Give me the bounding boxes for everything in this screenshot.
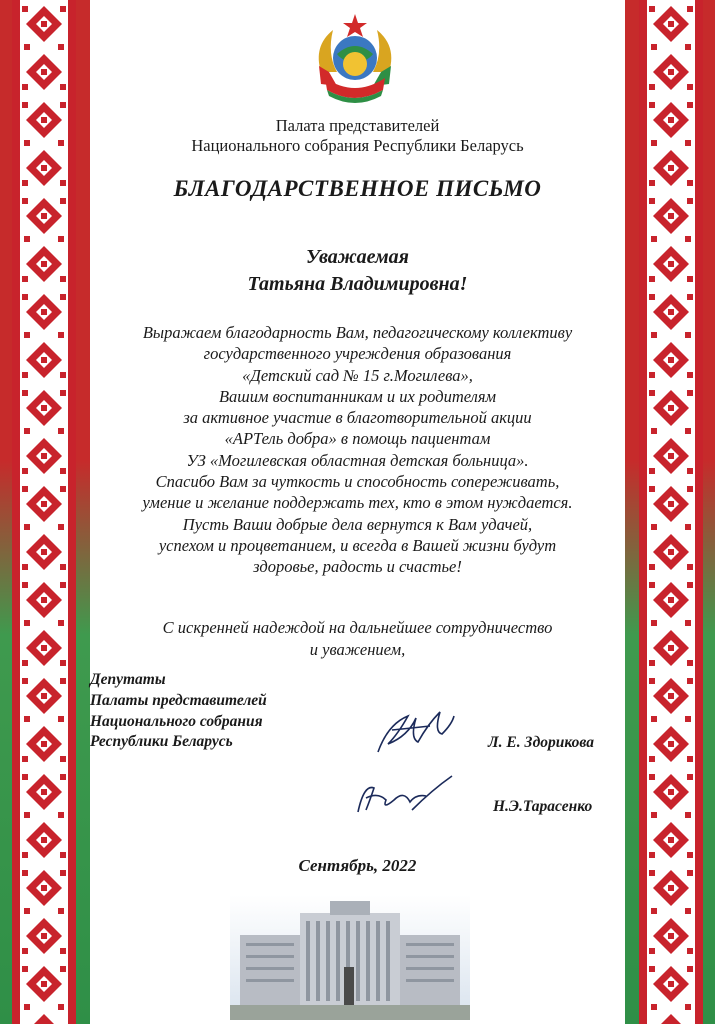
- greeting-line-2: Татьяна Владимировна!: [247, 273, 468, 295]
- closing-line-1: С искренней надеждой на дальнейшее сотрудничество: [162, 618, 553, 637]
- national-emblem-icon: [307, 12, 403, 104]
- body-paragraph: [90, 322, 625, 578]
- organization-line-1: Палата представителей: [275, 116, 440, 135]
- signatory-line: Республики Беларусь: [90, 733, 233, 751]
- signature-icon: [368, 694, 458, 764]
- right-ornament-stripe: [639, 0, 703, 1024]
- signatory-block: [90, 670, 267, 753]
- body-line: Выражаем благодарность Вам, педагогическому коллективу: [142, 323, 573, 342]
- signatory-line: Депутаты: [90, 671, 166, 688]
- body-line: Спасибо Вам за чуткость и способность сопереживать,: [155, 472, 560, 492]
- body-line: УЗ «Могилевская областная детская больница».: [186, 450, 529, 470]
- closing-line-2: и уважением,: [309, 640, 406, 659]
- signer-name-1: Л. Е. Здорикова: [488, 734, 594, 751]
- body-line: здоровье, радость и счастье!: [253, 557, 462, 577]
- body-line: «Детский сад № 15 г.Могилева»,: [242, 365, 473, 385]
- body-line: Вашим воспитанникам и их родителям: [218, 386, 497, 406]
- body-line: государственного учреждения образования: [203, 344, 512, 364]
- letter-date: Сентябрь, 2022: [298, 856, 417, 875]
- greeting-line-1: Уважаемая: [306, 246, 409, 268]
- signer-name-2: Н.Э.Тарасенко: [493, 798, 593, 815]
- signatory-line: Палаты представителей: [90, 691, 267, 709]
- letter-content: [90, 0, 625, 1024]
- body-line: за активное участие в благотворительной акции: [183, 408, 532, 428]
- letter-title: БЛАГОДАРСТВЕННОЕ ПИСЬМО: [173, 176, 542, 201]
- organization-line-2: Национального собрания Республики Беларусь: [191, 136, 524, 155]
- signature-icon: [352, 770, 462, 820]
- body-line: Пусть Ваши добрые дела вернутся к Вам удачей,: [182, 514, 533, 534]
- body-line: успехом и процветанием, и всегда в Вашей жизни будут: [158, 535, 557, 555]
- signatory-line: Национального собрания: [90, 712, 263, 730]
- body-line: умение и желание поддержать тех, кто в этом нуждается.: [142, 493, 573, 513]
- parliament-building-image: [230, 895, 470, 1020]
- left-ornament-stripe: [12, 0, 76, 1024]
- body-line: «АРТель добра» в помощь пациентам: [224, 429, 491, 449]
